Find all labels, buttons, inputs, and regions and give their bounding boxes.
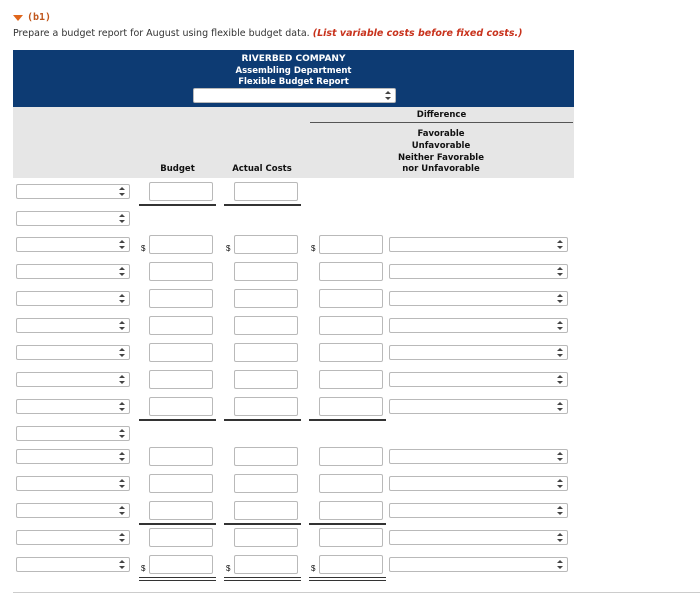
actual-costs-input[interactable]: [234, 447, 298, 466]
row-label-select[interactable]: [16, 291, 130, 306]
select-arrows-icon: [118, 428, 126, 439]
row-label-select[interactable]: [16, 476, 130, 491]
currency-symbol: $: [226, 244, 231, 253]
actual-costs-input[interactable]: [234, 316, 298, 335]
select-arrows-icon: [556, 532, 564, 543]
budget-input[interactable]: [149, 370, 213, 389]
select-arrows-icon: [556, 559, 564, 570]
instructions-text: Prepare a budget report for August using flexible budget data.: [13, 28, 310, 39]
select-arrows-icon: [118, 213, 126, 224]
instructions: [13, 28, 522, 39]
difference-option-unfavorable: Unfavorable: [411, 141, 471, 151]
single-underline: [309, 523, 386, 525]
difference-select[interactable]: [389, 449, 568, 464]
budget-input[interactable]: [149, 528, 213, 547]
double-underline: [309, 577, 386, 581]
single-underline: [224, 204, 301, 206]
select-arrows-icon: [556, 239, 564, 250]
difference-amount-input[interactable]: [319, 397, 383, 416]
actual-costs-input[interactable]: [234, 370, 298, 389]
difference-select[interactable]: [389, 264, 568, 279]
actual-costs-input[interactable]: [234, 343, 298, 362]
difference-amount-input[interactable]: [319, 555, 383, 574]
actual-costs-input[interactable]: [234, 501, 298, 520]
single-underline: [139, 523, 216, 525]
actual-costs-input[interactable]: [234, 262, 298, 281]
difference-select[interactable]: [389, 345, 568, 360]
difference-select[interactable]: [389, 530, 568, 545]
report-title: Flexible Budget Report: [238, 77, 349, 87]
difference-select[interactable]: [389, 318, 568, 333]
difference-amount-input[interactable]: [319, 447, 383, 466]
difference-option-favorable: Favorable: [417, 129, 465, 139]
difference-option-nor: nor Unfavorable: [402, 164, 480, 174]
difference-amount-input[interactable]: [319, 235, 383, 254]
select-arrows-icon: [118, 451, 126, 462]
select-arrows-icon: [556, 505, 564, 516]
select-arrows-icon: [118, 186, 126, 197]
difference-select[interactable]: [389, 503, 568, 518]
select-arrows-icon: [118, 320, 126, 331]
company-name: RIVERBED COMPANY: [241, 54, 346, 64]
select-arrows-icon: [556, 401, 564, 412]
select-arrows-icon: [118, 347, 126, 358]
row-label-select[interactable]: [16, 345, 130, 360]
difference-amount-input[interactable]: [319, 262, 383, 281]
double-underline: [139, 577, 216, 581]
double-underline: [224, 577, 301, 581]
row-label-select[interactable]: [16, 264, 130, 279]
actual-costs-input[interactable]: [234, 182, 298, 201]
difference-select[interactable]: [389, 557, 568, 572]
difference-underline: [310, 122, 573, 123]
row-label-select[interactable]: [16, 449, 130, 464]
department-name: Assembling Department: [235, 66, 352, 76]
actual-costs-input[interactable]: [234, 235, 298, 254]
single-underline: [139, 419, 216, 421]
select-arrows-icon: [118, 478, 126, 489]
row-label-select[interactable]: [16, 399, 130, 414]
row-label-select[interactable]: [16, 557, 130, 572]
budget-input[interactable]: [149, 289, 213, 308]
budget-input[interactable]: [149, 182, 213, 201]
difference-amount-input[interactable]: [319, 370, 383, 389]
currency-symbol: $: [141, 564, 146, 573]
budget-input[interactable]: [149, 447, 213, 466]
currency-symbol: $: [226, 564, 231, 573]
select-arrows-icon: [118, 401, 126, 412]
budget-input[interactable]: [149, 343, 213, 362]
single-underline: [224, 419, 301, 421]
budget-input[interactable]: [149, 262, 213, 281]
actual-costs-column-header: Actual Costs: [232, 164, 292, 174]
actual-costs-input[interactable]: [234, 289, 298, 308]
select-arrows-icon: [118, 239, 126, 250]
budget-input[interactable]: [149, 316, 213, 335]
period-select[interactable]: [193, 88, 396, 103]
select-arrows-icon: [118, 505, 126, 516]
select-arrows-icon: [118, 293, 126, 304]
difference-header: Difference: [416, 110, 467, 120]
difference-amount-input[interactable]: [319, 316, 383, 335]
budget-input[interactable]: [149, 501, 213, 520]
select-arrows-icon: [556, 320, 564, 331]
difference-amount-input[interactable]: [319, 343, 383, 362]
single-underline: [139, 204, 216, 206]
single-underline: [224, 523, 301, 525]
row-label-select[interactable]: [16, 426, 130, 441]
select-arrows-icon: [384, 90, 392, 101]
difference-select[interactable]: [389, 399, 568, 414]
actual-costs-input[interactable]: [234, 528, 298, 547]
difference-select[interactable]: [389, 372, 568, 387]
difference-option-neither: Neither Favorable: [398, 153, 484, 163]
bottom-divider: [13, 592, 700, 593]
currency-symbol: $: [311, 244, 316, 253]
select-arrows-icon: [556, 374, 564, 385]
row-label-select[interactable]: [16, 237, 130, 252]
select-arrows-icon: [556, 451, 564, 462]
difference-amount-input[interactable]: [319, 474, 383, 493]
select-arrows-icon: [118, 374, 126, 385]
select-arrows-icon: [556, 478, 564, 489]
select-arrows-icon: [118, 266, 126, 277]
part-header[interactable]: [13, 12, 51, 23]
select-arrows-icon: [556, 266, 564, 277]
budget-column-header: Budget: [160, 164, 195, 174]
difference-select[interactable]: [389, 476, 568, 491]
budget-input[interactable]: [149, 397, 213, 416]
difference-select[interactable]: [389, 237, 568, 252]
actual-costs-input[interactable]: [234, 397, 298, 416]
difference-select[interactable]: [389, 291, 568, 306]
currency-symbol: $: [311, 564, 316, 573]
row-label-select[interactable]: [16, 530, 130, 545]
actual-costs-input[interactable]: [234, 474, 298, 493]
part-label: (b1): [27, 12, 52, 23]
budget-input[interactable]: [149, 235, 213, 254]
actual-costs-input[interactable]: [234, 555, 298, 574]
row-label-select[interactable]: [16, 318, 130, 333]
row-label-select[interactable]: [16, 211, 130, 226]
difference-amount-input[interactable]: [319, 501, 383, 520]
select-arrows-icon: [118, 532, 126, 543]
budget-input[interactable]: [149, 555, 213, 574]
difference-amount-input[interactable]: [319, 528, 383, 547]
row-label-select[interactable]: [16, 372, 130, 387]
currency-symbol: $: [141, 244, 146, 253]
single-underline: [309, 419, 386, 421]
select-arrows-icon: [556, 347, 564, 358]
collapse-triangle-icon[interactable]: [13, 15, 23, 21]
select-arrows-icon: [556, 293, 564, 304]
select-arrows-icon: [118, 559, 126, 570]
difference-amount-input[interactable]: [319, 289, 383, 308]
row-label-select[interactable]: [16, 503, 130, 518]
budget-input[interactable]: [149, 474, 213, 493]
row-label-select[interactable]: [16, 184, 130, 199]
instructions-note: (List variable costs before fixed costs.): [312, 28, 523, 39]
